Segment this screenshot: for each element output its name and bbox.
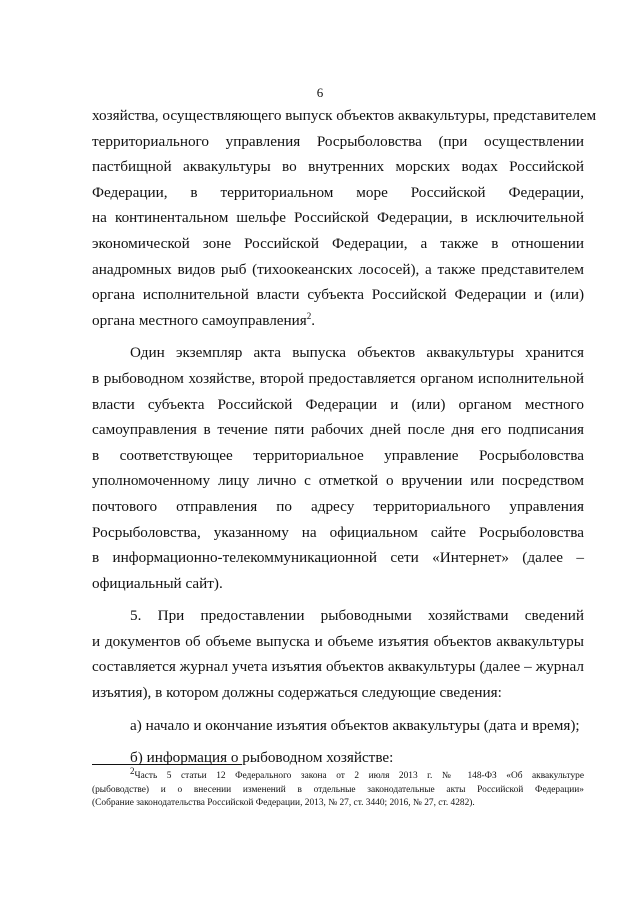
- text-line: органа исполнительной власти субъекта Российской Федерации и (или): [92, 286, 584, 304]
- text-line: составляется журнал учета изъятия объектов аквакультуры (далее – журнал: [92, 658, 584, 676]
- footnote: [92, 765, 584, 811]
- list-item-a: а) начало и окончание изъятия объектов аквакультуры (дата и время);: [130, 716, 580, 734]
- text-line: почтового отправления по адресу территориального управления: [92, 497, 584, 515]
- footnote-line: (Собрание законодательства Российской Федерации, 2013, № 27, ст. 3440; 2016, № 27, ст. 4282).: [92, 798, 475, 808]
- text-line: [92, 308, 584, 334]
- paragraph-gap: [92, 596, 584, 603]
- paragraph-3: [92, 603, 584, 705]
- text-line: пастбищной аквакультуры во внутренних морских водах Российской: [92, 158, 584, 176]
- text-line: территориального управления Росрыболовства (при осуществлении: [92, 132, 584, 150]
- paragraph-gap: [92, 333, 584, 340]
- footnote-number: 2: [130, 765, 135, 776]
- list-item-b: б) информация о рыбоводном хозяйстве:: [130, 749, 394, 767]
- paragraph-gap: [92, 738, 584, 745]
- text-line: и документов об объеме выпуска и объеме изъятия объектов аквакультуры: [92, 632, 584, 650]
- text-line: власти субъекта Российской Федерации и (или) органом местного: [92, 395, 584, 413]
- footnote-line: (рыбоводстве) и о внесении изменений в отдельные законодательные акты Российской Федерации»: [92, 784, 584, 795]
- text-line: в информационно-телекоммуникационной сети «Интернет» (далее –: [92, 549, 584, 567]
- text-line: официальный сайт).: [92, 574, 223, 592]
- text-line: Федерации, в территориальном море Российской Федерации,: [92, 183, 584, 201]
- footnote-line: [92, 765, 584, 784]
- text-line: 5. При предоставлении рыбоводными хозяйствами сведений: [130, 607, 584, 625]
- paragraph-gap: [92, 706, 584, 713]
- text-line: Росрыболовства, указанному на официальном сайте Росрыболовства: [92, 523, 584, 541]
- text-line: самоуправления в течение пяти рабочих дней после дня его подписания: [92, 421, 584, 439]
- text-line: в соответствующее территориальное управление Росрыболовства: [92, 446, 584, 464]
- text-line: изъятия), в котором должны содержаться следующие сведения:: [92, 684, 502, 702]
- text-fragment: органа местного самоуправления: [92, 311, 307, 329]
- text-line: анадромных видов рыб (тихоокеанских лососей), а также представителем: [92, 260, 584, 278]
- footnote-divider: [92, 764, 242, 765]
- text-line: экономической зоне Российской Федерации, а также в отношении: [92, 234, 584, 252]
- paragraph-1: [92, 103, 597, 333]
- footnote-reference: 2: [306, 310, 312, 321]
- text-line: Один экземпляр акта выпуска объектов аквакультуры хранится: [130, 344, 584, 362]
- text-fragment: Часть 5 статьи 12 Федерального закона от 2 июля 2013 г. № 148-ФЗ «Об аквакультуре: [134, 771, 584, 781]
- text-line: в рыбоводном хозяйстве, второй предоставляется органом исполнительной: [92, 369, 584, 387]
- body-text: [92, 103, 597, 771]
- text-fragment: .: [311, 311, 316, 329]
- paragraph-2: [92, 340, 584, 596]
- text-line: на континентальном шельфе Российской Федерации, в исключительной: [92, 209, 584, 227]
- text-line: хозяйства, осуществляющего выпуск объектов аквакультуры, представителем: [92, 107, 597, 124]
- page-number: 6: [316, 85, 324, 100]
- text-line: уполномоченному лицу лично с отметкой о вручении или посредством: [92, 472, 584, 490]
